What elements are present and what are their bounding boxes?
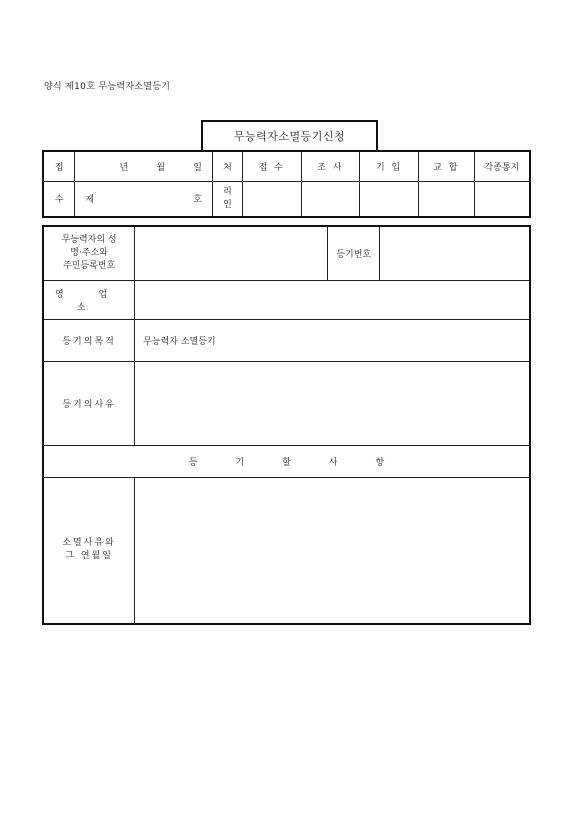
registration-form-table (42, 225, 531, 625)
notices-stamp-cell[interactable] (474, 181, 530, 217)
business-office-label: 영 업 소 (43, 280, 135, 319)
col-receipt: 접 수 (242, 151, 301, 181)
form-number-label: 양식 제10호 무능력자소멸등기 (44, 82, 171, 92)
handler-label-bottom: 리 인 (213, 181, 243, 217)
handler-label-top: 처 (213, 151, 243, 181)
number-suffix: 호 (193, 195, 202, 206)
year-label: 년 (119, 162, 129, 173)
cause-label: 등기의사유 (43, 361, 135, 445)
incompetent-person-field[interactable] (135, 226, 328, 280)
reception-date-cell[interactable] (75, 151, 213, 181)
business-office-field[interactable] (135, 280, 530, 319)
purpose-label: 등기의목적 (43, 319, 135, 361)
extinction-label: 소멸사유와 그 연월일 (43, 477, 135, 624)
col-collation: 교 합 (418, 151, 474, 181)
receipt-table (42, 150, 531, 218)
receipt-stamp-cell[interactable] (242, 181, 301, 217)
reception-label-bottom: 수 (43, 181, 75, 217)
registration-number-field[interactable] (380, 226, 530, 280)
col-notices: 각종통지 (474, 151, 530, 181)
day-label: 일 (193, 162, 202, 173)
extinction-field[interactable] (135, 477, 530, 624)
number-prefix: 제 (85, 195, 95, 206)
month-label: 월 (156, 162, 166, 173)
purpose-field[interactable]: 무능력자 소멸등기 (135, 319, 530, 361)
entry-stamp-cell[interactable] (360, 181, 419, 217)
registration-number-label: 등기번호 (328, 226, 380, 280)
investigation-stamp-cell[interactable] (301, 181, 360, 217)
cause-field[interactable] (135, 361, 530, 445)
collation-stamp-cell[interactable] (418, 181, 474, 217)
form-title-text: 무능력자소멸등기신청 (233, 130, 346, 143)
col-entry: 기 입 (360, 151, 419, 181)
incompetent-person-label: 무능력자의 성 명·주소와 주민등록번호 (43, 226, 135, 280)
reception-label-top: 접 (43, 151, 75, 181)
matters-heading: 등기할사항 (43, 445, 530, 477)
reception-number-cell[interactable] (75, 181, 213, 217)
form-title (201, 120, 378, 150)
col-investigation: 조 사 (301, 151, 360, 181)
